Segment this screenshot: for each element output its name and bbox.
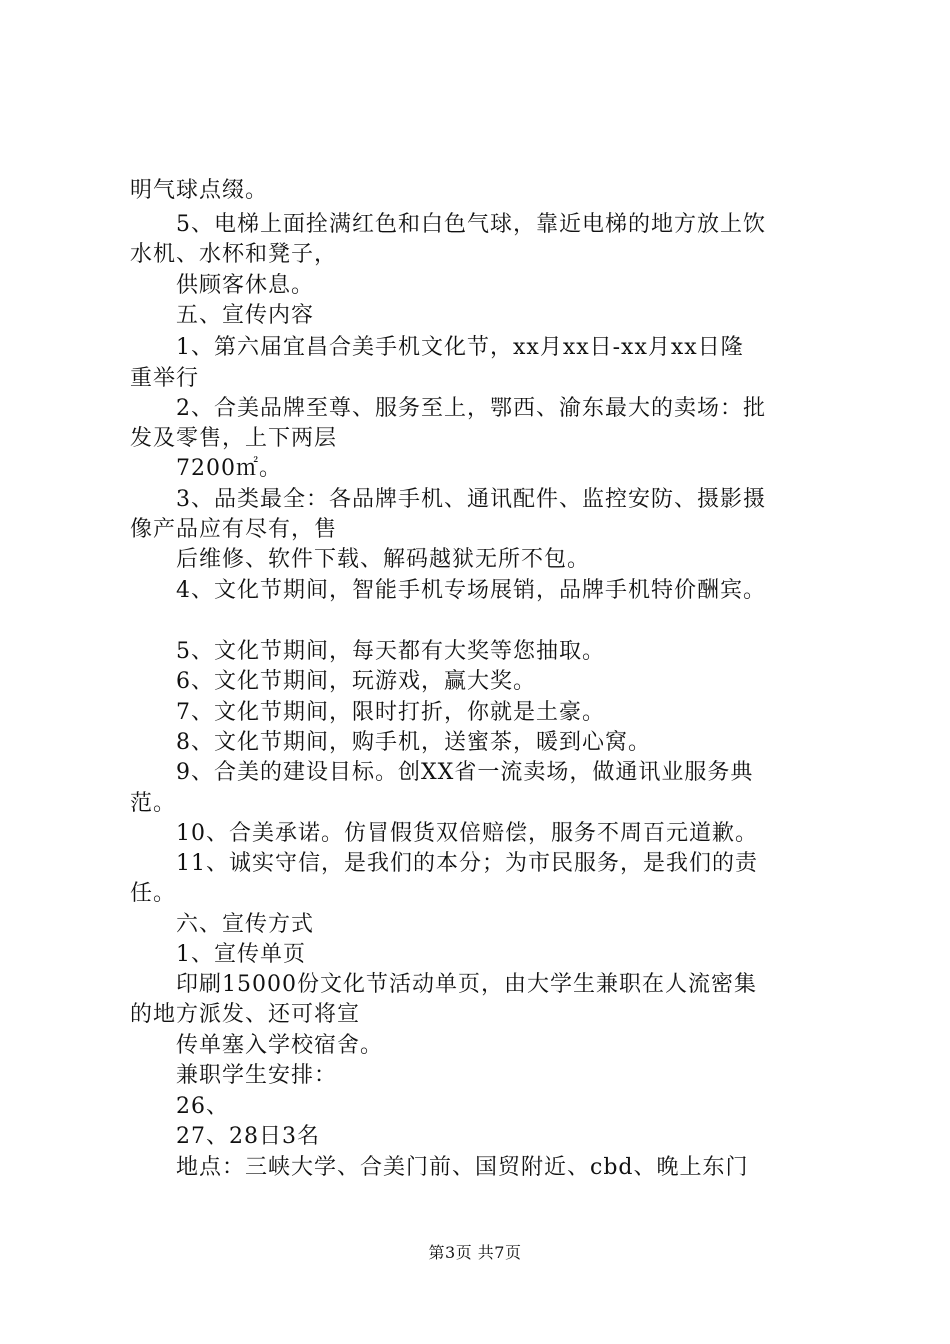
text-line: 3、品类最全：各品牌手机、通讯配件、监控安防、摄影摄 — [130, 487, 766, 512]
text-line: 的地方派发、还可将宣 — [130, 1002, 361, 1027]
section-heading: 五、宣传内容 — [130, 303, 315, 328]
text-line: 发及零售，上下两层 — [130, 426, 338, 451]
text-line: 7200㎡。 — [130, 456, 282, 481]
text-line: 重举行 — [130, 366, 200, 391]
text-line: 9、合美的建设目标。创XX省一流卖场，做通讯业服务典 — [130, 760, 754, 785]
text-line: 5、文化节期间，每天都有大奖等您抽取。 — [130, 639, 605, 664]
text-line: 传单塞入学校宿舍。 — [130, 1033, 384, 1058]
text-line: 任。 — [130, 881, 177, 906]
text-line: 兼职学生安排： — [130, 1063, 338, 1088]
text-line: 5、电梯上面拴满红色和白色气球，靠近电梯的地方放上饮 — [130, 212, 766, 237]
text-line: 8、文化节期间，购手机，送蜜茶，暖到心窝。 — [130, 730, 651, 755]
text-line: 26、 — [130, 1094, 229, 1119]
text-line: 2、合美品牌至尊、服务至上，鄂西、渝东最大的卖场：批 — [130, 396, 766, 421]
text-line: 范。 — [130, 791, 177, 816]
text-line: 供顾客休息。 — [130, 273, 315, 298]
text-line: 后维修、软件下载、解码越狱无所不包。 — [130, 547, 591, 572]
text-line: 地点：三峡大学、合美门前、国贸附近、cbd、晚上东门 — [130, 1155, 749, 1180]
page-number-footer: 第3页 共7页 — [428, 1243, 522, 1262]
text-line: 像产品应有尽有，售 — [130, 517, 338, 542]
text-line: 1、宣传单页 — [130, 942, 306, 967]
text-line: 明气球点缀。 — [130, 178, 269, 203]
text-line: 7、文化节期间，限时打折，你就是土豪。 — [130, 700, 605, 725]
section-heading: 六、宣传方式 — [130, 912, 315, 937]
text-line: 6、文化节期间，玩游戏，赢大奖。 — [130, 669, 536, 694]
text-line: 1、第六届宜昌合美手机文化节，xx月xx日-xx月xx日隆 — [130, 335, 744, 360]
text-line: 27、28日3名 — [130, 1124, 320, 1149]
text-line: 4、文化节期间，智能手机专场展销，品牌手机特价酬宾。 — [130, 578, 766, 603]
text-line: 11、诚实守信，是我们的本分；为市民服务，是我们的责 — [130, 851, 758, 876]
text-line: 印刷15000份文化节活动单页，由大学生兼职在人流密集 — [130, 972, 757, 997]
text-line: 10、合美承诺。仿冒假货双倍赔偿，服务不周百元道歉。 — [130, 821, 758, 846]
text-line: 水机、水杯和凳子， — [130, 242, 338, 267]
